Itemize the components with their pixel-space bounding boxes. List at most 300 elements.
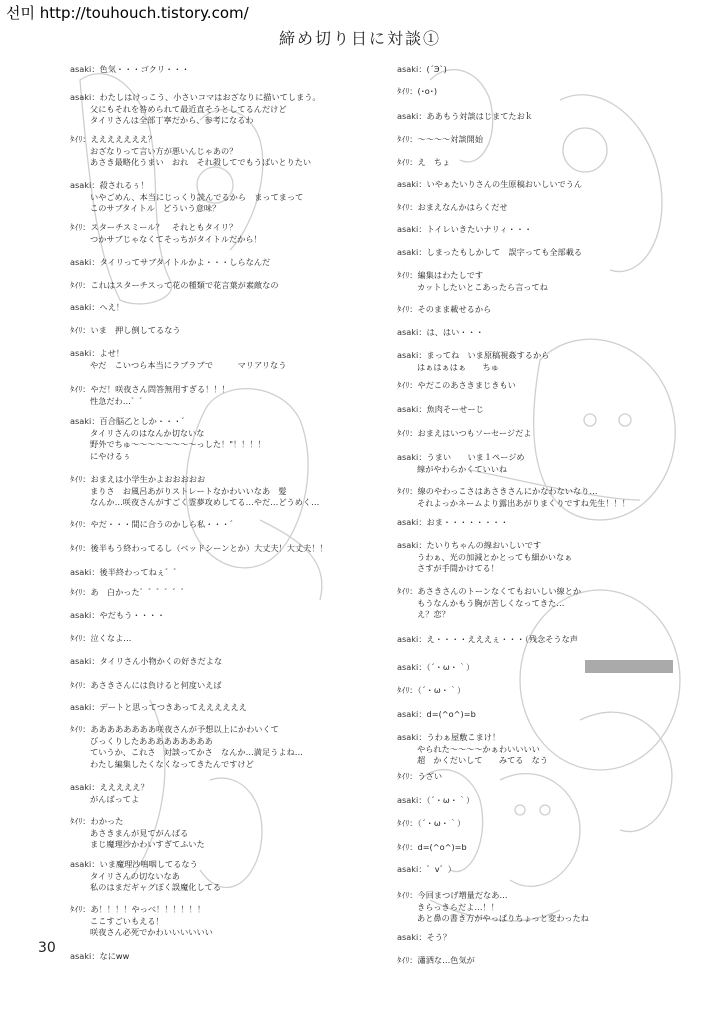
dialogue-entry [397,732,687,767]
dialogue-entry [70,587,360,599]
dialogue-line [70,904,360,916]
dialogue-line [397,380,687,392]
dialogue-line [397,913,687,925]
dialogue-line [397,634,687,646]
dialogue-text: やだこのあさきまじきもい [417,380,516,390]
dialogue-line [70,234,360,246]
dialogue-line [397,755,687,767]
dialogue-line [70,92,360,104]
dialogue-line [70,951,360,963]
speaker-label: asaki [70,782,92,792]
dialogue-line [397,517,687,529]
speaker-label: asaki [397,932,419,942]
dialogue-line [70,633,360,645]
dialogue-entry [70,680,360,692]
speaker-separator: ： [418,634,427,644]
speaker-label: ﾀｲﾘ [70,724,83,734]
dialogue-line [397,428,687,440]
dialogue-text: そう？ [426,932,452,942]
dialogue-line [70,916,360,928]
dialogue-line [70,680,360,692]
dialogue-line [70,180,360,192]
speaker-separator: ： [91,348,100,358]
dialogue-entry [70,180,360,215]
speaker-separator: ： [409,380,418,390]
dialogue-text: ああもう対談はじまてたおｋ [426,111,533,121]
speaker-separator: ： [418,452,427,462]
speaker-label: asaki [397,111,419,121]
dialogue-line [70,497,360,509]
dialogue-entry [397,864,687,876]
speaker-separator: ： [418,224,427,234]
dialogue-text: ここすごいもえる！ [90,915,164,926]
dialogue-line [397,586,687,598]
dialogue-line [70,192,360,204]
dialogue-text: まってね いま原稿視姦するから [426,350,550,360]
speaker-label: asaki [397,179,419,189]
speaker-separator: ： [418,350,427,360]
speaker-separator: ： [91,702,100,712]
dialogue-line [70,656,360,668]
speaker-separator: ： [91,782,100,792]
dialogue-entry [70,222,360,245]
speaker-label: asaki [397,64,419,74]
dialogue-text: タイリさんの切ないなあ [90,870,180,881]
speaker-label: ﾀｲﾘ [70,543,83,553]
dialogue-line [70,882,360,894]
dialogue-line [70,222,360,234]
dialogue-line [397,864,687,876]
dialogue-text: あさきさんのトーンなくてもおいしい線とか [417,586,582,596]
dialogue-entry [397,685,687,697]
dialogue-line [70,134,360,146]
speaker-label: asaki [70,302,92,312]
speaker-label: ﾀｲﾘ [70,280,83,290]
speaker-label: ﾀｲﾘ [397,134,410,144]
dialogue-text: このサブタイトル どういう意味？ [90,203,221,213]
dialogue-text: あと鼻の書き方がやっぱりちょっと変わったね [417,913,589,923]
dialogue-line [397,598,687,610]
speaker-label: ﾀｲﾘ [70,904,83,914]
dialogue-entry [397,842,687,854]
dialogue-line [397,818,687,830]
dialogue-text: 泣くなよ… [90,633,132,643]
dialogue-text: ゛v゛） [426,864,456,874]
dialogue-line [397,134,687,146]
dialogue-entry [397,818,687,830]
dialogue-text: 父にもそれを咎められて最近直そうとしてるんだけど [90,103,287,114]
speaker-separator: ： [91,610,100,620]
speaker-label: ﾀｲﾘ [70,325,83,335]
dialogue-line [397,932,687,944]
dialogue-entry [70,782,360,805]
speaker-separator: ： [418,709,427,719]
dialogue-text: え？恋？ [417,609,450,619]
speaker-label: ﾀｲﾘ [397,270,410,280]
speaker-separator: ： [82,904,91,914]
dialogue-text: もうなんかもう胸が苦しくなってきた… [417,597,565,608]
dialogue-text: あさき最略化うまい おれ それ殺してでもうばいとりたい [90,157,312,167]
speaker-label: asaki [70,567,92,577]
dialogue-text: タイリさんは全部丁寧だから、参考になるわ [90,115,254,125]
dialogue-entry [397,64,687,76]
dialogue-line [70,519,360,531]
dialogue-text: しまったもしかして 誤字っても全部載る [426,247,583,257]
dialogue-entry [70,280,360,292]
speaker-separator: ： [82,587,91,597]
dialogue-text: うわぁ屋敷こまけ！ [426,732,501,742]
speaker-label: asaki [397,350,419,360]
speaker-label: asaki [70,64,92,74]
dialogue-entry [397,350,687,373]
dialogue-line [397,464,687,476]
speaker-label: asaki [70,257,92,267]
speaker-label: ﾀｲﾘ [397,486,410,496]
dialogue-text: おまえなんかはらくだせ [417,202,508,212]
dialogue-line [70,816,360,828]
dialogue-line [397,327,687,339]
speaker-label: asaki [397,709,419,719]
dialogue-entry [397,304,687,316]
dialogue-entry [397,404,687,416]
page-title: 締め切り日に対談① [278,29,441,48]
dialogue-line [70,257,360,269]
dialogue-line [70,610,360,622]
dialogue-entry [70,416,360,462]
speaker-label: asaki [397,247,419,257]
dialogue-text: トイレいきたいナリィ・・・ [426,224,533,234]
dialogue-line [397,270,687,282]
speaker-label: ﾀｲﾘ [397,202,410,212]
dialogue-text: そのまま載せるから [417,304,492,314]
dialogue-entry [397,86,687,98]
speaker-label: ﾀｲﾘ [397,842,410,852]
dialogue-text: 色気・・・ゴクリ・・・ [99,64,190,74]
speaker-separator: ： [409,771,418,781]
speaker-separator: ： [82,325,91,335]
speaker-separator: ： [418,64,427,74]
dialogue-line [70,587,360,599]
dialogue-entry [70,702,360,714]
speaker-separator: ： [82,474,91,484]
speaker-label: asaki [397,404,419,414]
dialogue-text: 瀟洒な…色気が [417,955,475,965]
dialogue-text: えええええええ？ [90,134,157,144]
speaker-separator: ： [409,86,418,96]
dialogue-line [70,927,360,939]
dialogue-text: うまい いま１ページめ [426,452,525,462]
dialogue-entry [397,134,687,146]
speaker-label: ﾀｲﾘ [397,157,410,167]
speaker-label: ﾀｲﾘ [70,587,83,597]
dialogue-text: それよっかネームより露出あがりまくりですね先生！！！ [417,497,630,508]
dialogue-text: あさきまんが見てがんばる [90,827,189,838]
dialogue-text: きらっきらだよ…！！ [417,901,499,912]
dialogue-line [397,552,687,564]
dialogue-text: がんばってよ [90,793,140,804]
dialogue-line [70,104,360,116]
dialogue-text: やられた～～～～かぁわいいいい [417,743,540,754]
dialogue-text: 殺されるぅ！ [99,180,149,190]
speaker-separator: ： [418,662,427,672]
dialogue-text: よせ！ [99,348,125,358]
speaker-separator: ： [82,384,91,394]
dialogue-line [70,302,360,314]
dialogue-text: (´Э`) [426,64,447,74]
speaker-separator: ： [409,304,418,314]
dialogue-entry [397,111,687,123]
dialogue-text: 咲夜さん必死でかわいいいいいい [90,927,213,937]
dialogue-line [397,685,687,697]
dialogue-text: いま魔理沙鳴咽してるなう [99,859,198,869]
speaker-separator: ： [409,270,418,280]
dialogue-line [397,304,687,316]
dialogue-line [70,439,360,451]
speaker-separator: ： [82,724,91,734]
dialogue-entry [397,428,687,440]
dialogue-entry [397,540,687,575]
dialogue-text: デートと思ってつきあってええええええ [99,702,247,712]
dialogue-text: あ！！！！やっべ！！！！！！ [90,904,206,914]
dialogue-text: おざなりって言い方が悪いんじゃあの？ [90,145,238,156]
dialogue-entry [397,179,687,191]
dialogue-entry [397,247,687,259]
speaker-label: ﾀｲﾘ [70,134,83,144]
dialogue-entry [70,134,360,169]
speaker-label: asaki [397,327,419,337]
dialogue-entry [70,656,360,668]
dialogue-line [70,157,360,169]
dialogue-text: たいりちゃんの線おいしいです [426,540,542,550]
dialogue-text: 野外でちゅ～～～～～～～～っした！"！！！！ [90,439,266,449]
speaker-label: asaki [70,951,92,961]
dialogue-text: 私のはまだギャグぽく誤魔化してる [90,882,222,892]
dialogue-line [397,744,687,756]
dialogue-text: 線がやわらかくていいね [417,463,508,474]
dialogue-line [70,474,360,486]
dialogue-text: 後半もう終わってるし（ベッドシーンとか）大丈夫！大丈夫！！ [90,543,328,553]
dialogue-text: カットしたいとこあったら言ってね [417,281,548,292]
speaker-label: ﾀｲﾘ [70,474,83,484]
dialogue-text: おまえは小学生かよおおおおお [90,474,206,484]
dialogue-text: （´・ω・｀） [417,818,466,828]
speaker-label: ﾀｲﾘ [397,771,410,781]
speaker-label: asaki [70,348,92,358]
dialogue-text: タイリさんのはなんか切ないな [90,427,205,438]
speaker-label: ﾀｲﾘ [397,86,410,96]
dialogue-line [70,325,360,337]
speaker-label: ﾀｲﾘ [397,586,410,596]
dialogue-line [70,486,360,498]
dialogue-line [397,771,687,783]
speaker-label: ﾀｲﾘ [397,304,410,314]
dialogue-text: まじ魔理沙かわいすぎてふいた [90,839,205,849]
speaker-separator: ： [409,685,418,695]
dialogue-entry [397,380,687,392]
speaker-separator: ： [91,92,100,102]
dialogue-line [397,795,687,807]
dialogue-entry [397,795,687,807]
speaker-separator: ： [418,247,427,257]
watermark: 선미 http://touhouch.tistory.com/ [6,4,249,22]
dialogue-line [70,384,360,396]
dialogue-entry [70,474,360,509]
speaker-label: asaki [70,610,92,620]
dialogue-line [397,498,687,510]
dialogue-line [70,146,360,158]
dialogue-entry [397,517,687,529]
dialogue-entry [70,64,360,76]
dialogue-line [397,157,687,169]
dialogue-line [397,902,687,914]
speaker-label: ﾀｲﾘ [397,685,410,695]
speaker-separator: ： [409,134,418,144]
speaker-separator: ： [418,864,427,874]
dialogue-text: あ 白かった゛゛゛゛゛゛ [90,587,189,597]
dialogue-text: おま・・・・・・・・ [426,517,509,527]
speaker-label: asaki [397,864,419,874]
dialogue-entry [397,270,687,293]
speaker-separator: ： [82,680,91,690]
dialogue-text: わかった [90,816,124,826]
dialogue-line [70,396,360,408]
dialogue-text: 後半終わってねぇ゛゛ [99,567,182,577]
dialogue-line [397,609,687,621]
speaker-label: asaki [70,92,92,102]
speaker-separator: ： [418,404,427,414]
speaker-separator: ： [91,951,100,961]
dialogue-text: え ちょ [417,157,451,167]
dialogue-entry [70,633,360,645]
dialogue-line [397,486,687,498]
dialogue-line [70,64,360,76]
dialogue-line [70,759,360,771]
dialogue-text: ああああああああ咲夜さんが予想以上にかわいくて [90,724,279,734]
dialogue-text: スターチスミール？ それともタイリ？ [90,222,238,232]
dialogue-line [397,842,687,854]
dialogue-text: 百合脳乙としか・・・゛ [99,416,190,426]
speaker-separator: ： [418,517,427,527]
dialogue-line [70,451,360,463]
dialogue-line [70,871,360,883]
dialogue-entry [70,904,360,939]
dialogue-text: おまえはいつもソーセージだよ [417,428,532,438]
dialogue-line [397,86,687,98]
dialogue-text: 今回まつげ増量だなあ… [417,890,508,900]
speaker-label: asaki [397,732,419,742]
speaker-separator: ： [418,540,427,550]
dialogue-text: びっくりしたあああああああああ [90,735,213,746]
dialogue-entry [70,302,360,314]
dialogue-line [397,282,687,294]
speaker-label: asaki [70,416,92,426]
dialogue-text: （´・ω・｀） [417,685,466,695]
dialogue-line [397,662,687,674]
speaker-separator: ： [418,932,427,942]
dialogue-entry [70,92,360,127]
speaker-separator: ： [409,955,418,965]
dialogue-text: 性急だわ…゛゛ [90,395,148,406]
dialogue-line [397,563,687,575]
dialogue-line [70,794,360,806]
dialogue-entry [70,816,360,851]
speaker-label: asaki [397,540,419,550]
speaker-separator: ： [409,202,418,212]
dialogue-text: d=(^o^)=b [417,842,467,852]
dialogue-line [70,360,360,372]
dialogue-entry [397,955,687,967]
dialogue-line [70,115,360,127]
dialogue-entry [70,519,360,531]
speaker-separator: ： [418,327,427,337]
speaker-separator: ： [82,543,91,553]
dialogue-text: にやけるぅ [90,450,131,461]
speaker-label: ﾀｲﾘ [397,428,410,438]
dialogue-text: わたしはけっこう、小さいコマはおざなりに描いてしまう。 [99,92,321,102]
dialogue-line [397,890,687,902]
dialogue-line [70,416,360,428]
dialogue-line [70,747,360,759]
dialogue-entry [397,224,687,236]
dialogue-text: （´・ω・｀） [426,795,475,805]
dialogue-line [70,543,360,555]
dialogue-entry [397,327,687,339]
speaker-separator: ： [82,280,91,290]
dialogue-entry [70,610,360,622]
speaker-label: ﾀｲﾘ [397,380,410,390]
dialogue-text: ていうか、これさ 対談ってかさ なんか…満足うよね… [90,747,303,757]
dialogue-entry [397,932,687,944]
dialogue-text: いま 押し倒してるなう [90,325,181,335]
dialogue-entry [70,859,360,894]
dialogue-line [397,955,687,967]
dialogue-line [397,540,687,552]
speaker-separator: ： [91,180,100,190]
dialogue-entry [397,157,687,169]
dialogue-line [397,404,687,416]
speaker-label: ﾀｲﾘ [397,955,410,965]
speaker-label: asaki [397,517,419,527]
dialogue-entry [70,257,360,269]
dialogue-line [70,203,360,215]
dialogue-text: やだ こいつら本当にラブラブで マリアリなう [90,359,287,370]
dialogue-entry [70,724,360,770]
dialogue-text: やだ！咲夜さん問答無用すぎる！！！ [90,384,230,394]
dialogue-entry [70,348,360,371]
speaker-label: asaki [70,656,92,666]
speaker-separator: ： [418,111,427,121]
dialogue-entry [397,452,687,475]
speaker-label: asaki [397,795,419,805]
dialogue-line [70,280,360,292]
dialogue-entry [397,202,687,214]
dialogue-text: 魚肉そーせーじ [426,404,484,414]
dialogue-text: 編集はわたしです [417,270,484,280]
dialogue-text: は、はい・・・ [426,327,484,337]
speaker-separator: ： [91,859,100,869]
dialogue-line [70,702,360,714]
dialogue-text: はぁはぁはぁ ちゅ [417,361,499,372]
dialogue-text: うわぁ、光の加減とかとっても細かいなぁ [417,551,573,562]
page-number: 30 [38,940,56,956]
speaker-separator: ： [409,818,418,828]
dialogue-entry [397,486,687,509]
dialogue-text: まりさ お風呂あがりストレートなかわいいなあ 髪 [90,485,287,496]
dialogue-entry [70,567,360,579]
dialogue-text: いやぁたいりさんの生原稿おいしいでうん [426,179,583,189]
speaker-label: ﾀｲﾘ [397,890,410,900]
dialogue-entry [397,586,687,621]
